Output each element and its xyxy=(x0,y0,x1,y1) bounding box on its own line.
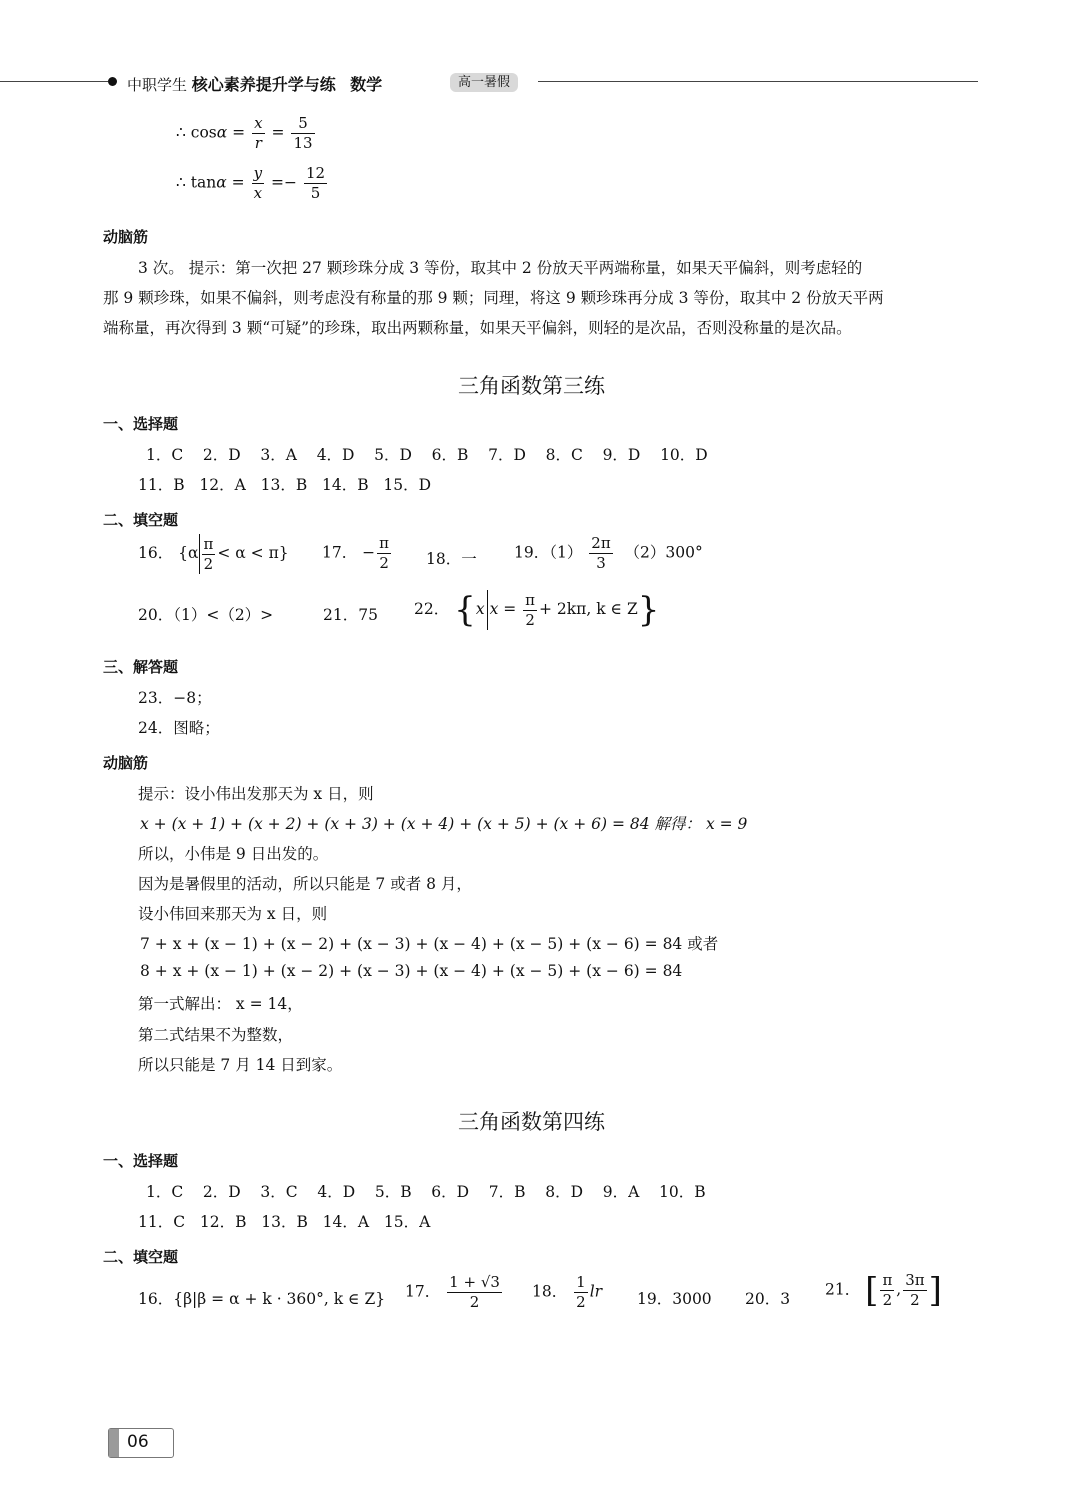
fill-answer-22 xyxy=(414,590,659,630)
frac-den: r xyxy=(254,134,262,152)
set-open: {α xyxy=(178,544,199,562)
fill-answer-18 xyxy=(532,1273,602,1312)
question-number: 21． xyxy=(825,1280,861,1299)
page-number-box xyxy=(108,1428,174,1458)
alpha: α xyxy=(216,123,228,142)
fill-answer-16: 16．{β|β = α + k · 360°, k ∈ Z} xyxy=(138,1290,386,1308)
header-rule-left xyxy=(0,81,108,82)
fraction xyxy=(523,591,537,630)
question-number: 17． xyxy=(322,543,358,562)
frac-num: 1 + √3 xyxy=(449,1273,500,1291)
header-title xyxy=(127,72,382,95)
fraction xyxy=(252,164,264,203)
fill-answer-19: 19．3000 xyxy=(637,1290,712,1308)
fraction xyxy=(291,114,314,153)
question-number: 18． xyxy=(532,1282,568,1301)
choice-answers-row: 1．C 2．D 3．C 4．D 5．B 6．D 7．B 8．D 9．A 10．B xyxy=(146,1183,706,1201)
brain-teaser-heading: 动脑筋 xyxy=(103,228,149,246)
frac-num: y xyxy=(253,164,263,182)
fill-heading: 二、填空题 xyxy=(103,511,179,529)
fraction xyxy=(880,1271,894,1310)
frac-den: 2 xyxy=(525,610,535,629)
frac-den: 13 xyxy=(293,134,313,152)
set-expr: x = xyxy=(489,600,517,618)
set-var: x xyxy=(475,600,485,618)
section-title: 三角函数第三练 xyxy=(458,374,605,398)
header-rule-right xyxy=(538,81,978,82)
equals: = xyxy=(231,173,245,192)
fraction xyxy=(447,1273,502,1312)
frac-den: 5 xyxy=(310,184,321,202)
equals: = xyxy=(271,123,285,142)
section-title: 三角函数第四练 xyxy=(458,1110,605,1134)
brain-teaser-line: 端称量，再次得到 3 颗“可疑”的珍珠，取出两颗称量，如果天平偏斜，则轻的是次品，否则没称量的是次品。 xyxy=(103,319,852,337)
choice-answers-row: 11．C 12．B 13．B 14．A 15．A xyxy=(138,1213,431,1231)
brain-teaser-line: 第一式解出： x = 14， xyxy=(138,995,303,1013)
fraction xyxy=(252,114,264,153)
cos-prefix: ∴ cos xyxy=(176,123,217,142)
frac-num: π xyxy=(379,534,390,552)
grade-badge: 高一暑假 xyxy=(450,73,518,92)
fill-answer-17 xyxy=(405,1273,504,1312)
fill-answer-20: 20．（1）<（2）> xyxy=(138,606,274,624)
bracket-open: [ xyxy=(865,1270,879,1311)
fill-heading: 二、填空题 xyxy=(103,1248,179,1266)
bullet-icon xyxy=(108,77,117,86)
tan-prefix: ∴ tan xyxy=(176,173,217,192)
fill-answer-20: 20．3 xyxy=(745,1290,791,1308)
fraction xyxy=(574,1273,588,1312)
alpha: α xyxy=(216,173,227,192)
brain-teaser-line: 因为是暑假里的活动，所以只能是 7 或者 8 月， xyxy=(138,875,472,893)
header-book-title: 核心素养提升学与练 xyxy=(191,75,336,94)
brain-teaser-line: 第二式结果不为整数， xyxy=(138,1026,294,1044)
brain-teaser-line: 所以，小伟是 9 日出发的。 xyxy=(138,845,329,863)
equals: = xyxy=(271,173,285,192)
question-number: 22． xyxy=(414,600,450,618)
equals: = xyxy=(232,123,246,142)
set-rest: + 2kπ, k ∈ Z xyxy=(539,600,638,618)
minus-sign: − xyxy=(362,543,376,562)
solve-heading: 三、解答题 xyxy=(103,658,179,676)
solve-answer-24: 24．图略； xyxy=(138,719,220,737)
brain-teaser-line: 那 9 颗珍珠，如果不偏斜，则考虑没有称量的那 9 颗；同理，将这 9 颗珍珠再分成 3 等份，取其中 2 份放天平两 xyxy=(103,289,884,307)
page-number-tab xyxy=(109,1429,119,1457)
cos-formula xyxy=(176,114,317,153)
frac-num: 3π xyxy=(905,1271,925,1289)
fraction xyxy=(202,535,216,574)
choice-answers-row: 11．B 12．A 13．B 14．B 15．D xyxy=(138,476,432,494)
brace-open: { xyxy=(454,590,476,630)
answer-part: （2）300° xyxy=(624,543,703,562)
frac-den: 2 xyxy=(203,554,214,573)
brain-teaser-heading: 动脑筋 xyxy=(103,754,149,772)
bracket-close: ] xyxy=(928,1270,942,1311)
fill-answer-17 xyxy=(322,534,393,573)
set-rest: < α < π} xyxy=(217,544,289,562)
page-number: 06 xyxy=(127,1432,149,1452)
header-subject: 数学 xyxy=(350,75,383,94)
question-number: 16． xyxy=(138,544,174,562)
frac-num: π xyxy=(203,534,214,553)
equation-line: x + (x + 1) + (x + 2) + (x + 3) + (x + 4) + (x + 5) + (x + 6) = 84 解得： x = 9 xyxy=(140,815,748,833)
frac-num: 1 xyxy=(576,1273,586,1291)
frac-den: 2 xyxy=(882,1291,893,1309)
frac-num: x xyxy=(254,114,263,132)
solve-answer-23: 23．−8； xyxy=(138,689,212,707)
equation-line: 7 + x + (x − 1) + (x − 2) + (x − 3) + (x − 4) + (x − 5) + (x − 6) = 84 或者 xyxy=(140,935,719,953)
question-number: 19．（1） xyxy=(514,543,583,562)
brain-teaser-line: 设小伟回来那天为 x 日，则 xyxy=(138,905,328,923)
fraction xyxy=(304,164,327,203)
header-series: 中职学生 xyxy=(127,76,188,94)
equation-line: 8 + x + (x − 1) + (x − 2) + (x − 3) + (x − 4) + (x − 5) + (x − 6) = 84 xyxy=(140,962,683,980)
choice-heading: 一、选择题 xyxy=(103,415,179,433)
frac-num: π xyxy=(525,590,536,609)
frac-den: 3 xyxy=(596,554,606,572)
frac-num: 2π xyxy=(591,534,611,552)
fill-answer-21: 21．75 xyxy=(323,606,378,624)
fraction xyxy=(903,1271,926,1310)
frac-den: x xyxy=(253,184,263,202)
frac-den: 2 xyxy=(910,1291,920,1309)
frac-num: π xyxy=(882,1271,893,1289)
frac-num: 5 xyxy=(291,114,314,134)
frac-num: 12 xyxy=(305,164,326,182)
fraction xyxy=(377,534,391,573)
brain-teaser-line: 所以只能是 7 月 14 日到家。 xyxy=(138,1056,343,1074)
brain-teaser-line: 提示：设小伟出发那天为 x 日，则 xyxy=(138,785,374,803)
brain-teaser-line: 3 次。 提示：第一次把 27 颗珍珠分成 3 等份，取其中 2 份放天平两端称量，如果天平偏斜，则考虑轻的 xyxy=(138,259,863,277)
brace-close: } xyxy=(637,590,660,630)
minus-sign: − xyxy=(284,173,298,192)
tan-formula xyxy=(176,164,329,203)
choice-heading: 一、选择题 xyxy=(103,1152,179,1170)
frac-den: 2 xyxy=(469,1293,480,1311)
fill-answer-18: 18．一 xyxy=(426,550,477,568)
question-number: 17． xyxy=(405,1282,441,1301)
fraction xyxy=(589,534,612,573)
fill-answer-21: 21． [ $\frac{\pi}{2}$ , $\frac{3\pi}{2}$ ] xyxy=(825,1270,942,1311)
choice-answers-row: 1．C 2．D 3．A 4．D 5．D 6．B 7．D 8．C 9．D 10．D xyxy=(146,446,708,464)
frac-den: 2 xyxy=(379,554,389,572)
fill-answer-19 xyxy=(514,534,703,573)
answer-part: lr xyxy=(589,1282,603,1301)
frac-den: 2 xyxy=(576,1293,586,1311)
fill-answer-16 xyxy=(138,534,289,574)
